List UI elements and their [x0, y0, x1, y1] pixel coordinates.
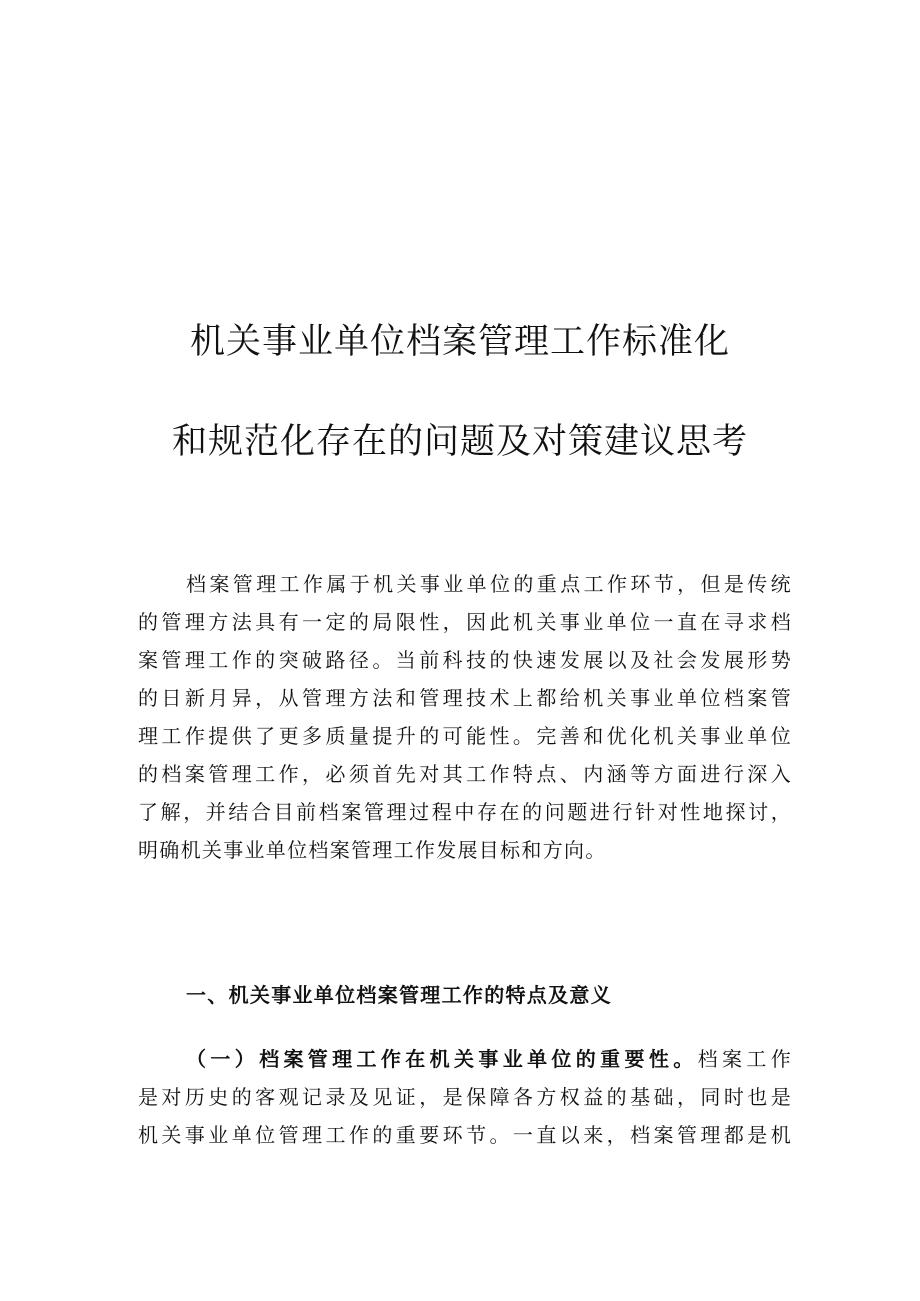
intro-line-2: 的管理方法具有一定的局限性，因此机关事业单位一直在寻求档 [138, 610, 792, 634]
subsection-paragraph [138, 1040, 792, 1154]
intro-line-6: 的档案管理工作，必须首先对其工作特点、内涵等方面进行深入 [138, 762, 792, 786]
intro-paragraph [138, 565, 792, 869]
intro-line-3: 案管理工作的突破路径。当前科技的快速发展以及社会发展形势 [138, 648, 792, 672]
intro-line-8: 明确机关事业单位档案管理工作发展目标和方向。 [138, 838, 607, 862]
intro-line-7: 了解，并结合目前档案管理过程中存在的问题进行针对性地探讨， [138, 800, 792, 824]
subsection-line-2: 是对历史的客观记录及见证，是保障各方权益的基础，同时也是 [138, 1085, 792, 1109]
intro-line-4: 的日新月异，从管理方法和管理技术上都给机关事业单位档案管 [138, 686, 792, 710]
document-title-line-1: 机关事业单位档案管理工作标准化 [189, 322, 730, 362]
subsection-bold-lead: （一）档案管理工作在机关事业单位的重要性。 [186, 1047, 698, 1071]
subsection-line-1-rest: 档案工作 [697, 1047, 792, 1071]
intro-line-1: 档案管理工作属于机关事业单位的重点工作环节，但是传统 [186, 572, 792, 596]
subsection-line-3: 机关事业单位管理工作的重要环节。一直以来，档案管理都是机 [138, 1123, 792, 1147]
section-heading-1: 一、机关事业单位档案管理工作的特点及意义 [186, 983, 612, 1007]
intro-line-5: 理工作提供了更多质量提升的可能性。完善和优化机关事业单位 [138, 724, 792, 748]
document-title-line-2: 和规范化存在的问题及对策建议思考 [171, 422, 748, 462]
subsection-line-1 [138, 1040, 792, 1078]
